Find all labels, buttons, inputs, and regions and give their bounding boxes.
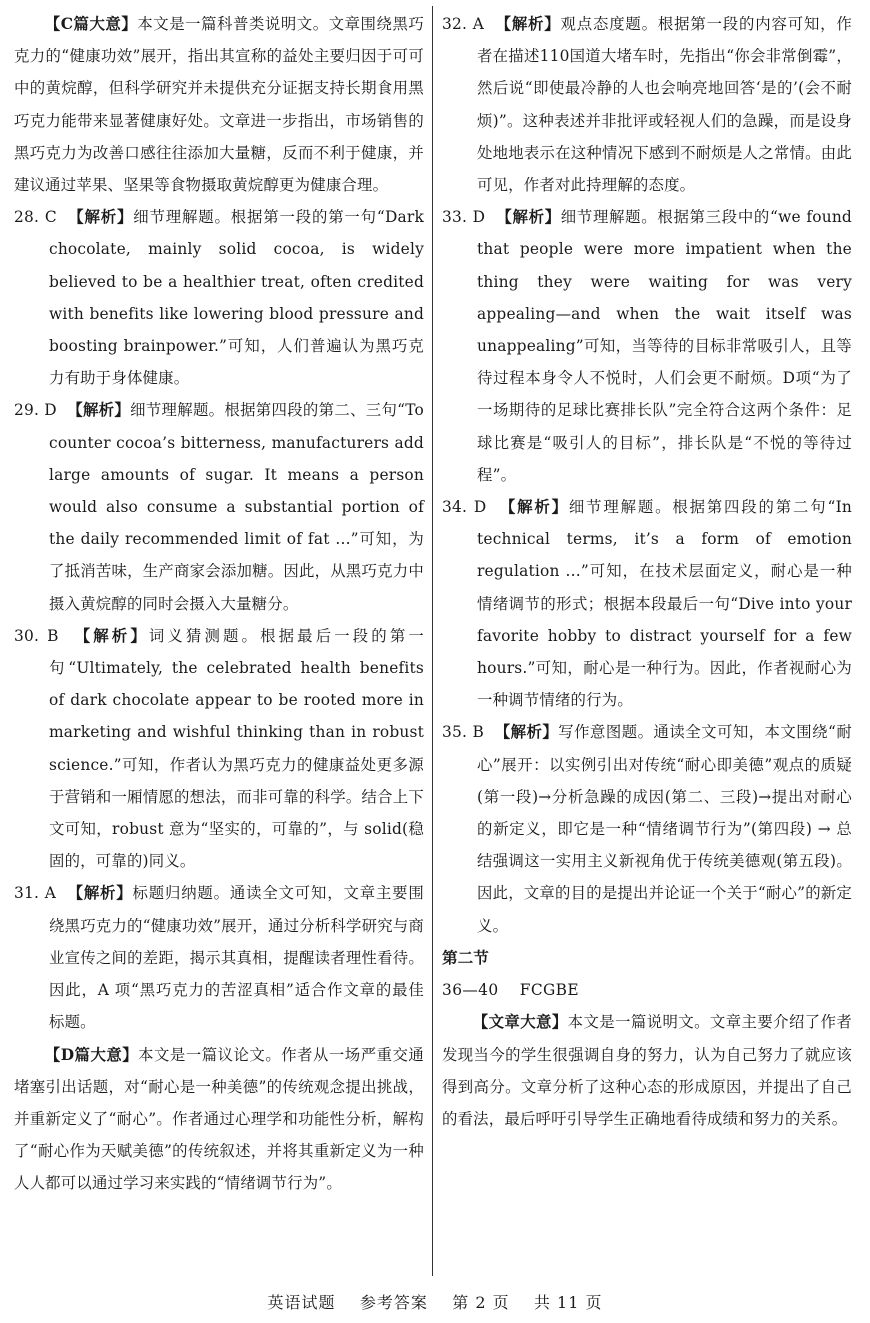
summary-c [14,8,424,201]
answer-34-label: 34. D [442,498,487,517]
answers-range: 36—40 [442,981,499,1000]
right-column [442,8,852,1135]
summary-section2-head: 【文章大意】 [472,1013,568,1032]
answer-35-label: 35. B [442,723,484,742]
footer-doc-type: 参考答案 [359,1293,428,1312]
answer-30 [14,620,424,878]
answer-32-label: 32. A [442,15,485,33]
answer-32 [442,8,852,201]
answer-31-tag: 【解析】 [67,884,133,903]
answer-33-tag: 【解析】 [496,208,561,227]
page-footer [0,1290,870,1313]
answer-34-tag: 【解析】 [499,498,569,517]
answer-33 [442,201,852,491]
answer-28-tag: 【解析】 [68,208,134,227]
answer-28 [14,201,424,394]
answers-36-40 [442,974,852,1006]
answer-31-label: 31. A [14,884,57,903]
summary-d-head: 【D篇大意】 [44,1045,139,1064]
answers-letters: FCGBE [519,981,580,1000]
summary-section2-body: 本文是一篇说明文。文章主要介绍了作者发现当今的学生很强调自身的努力，认为自己努力了就应该得到高分。文章分析了这种心态的形成原因，并提出了自己的看法，最后呼吁引导学生正确地看待成绩和努力的关系。 [442,1013,852,1128]
answer-29 [14,394,424,619]
answer-32-tag: 【解析】 [495,15,561,33]
summary-c-head: 【C篇大意】 [44,15,138,33]
answer-30-body: 词义猜测题。根据最后一段的第一句“Ultimately, the celebrated health benefits of dark chocolate appear to be rooted more in marketing and wishful thinking than in robust science.”可知，作者认为黑巧克力的健康益处更多源于营销和一厢情愿的想法，而非可靠的科学。结合上下文可知，robust 意为“坚实的，可靠的”，与 solid(稳固的，可靠的)同义。 [49,626,424,871]
answer-35-tag: 【解析】 [494,723,559,742]
answer-35-body: 写作意图题。通读全文可知，本文围绕“耐心”展开：以实例引出对传统“耐心即美德”观点的质疑(第一段)→分析急躁的成因(第二、三段)→提出对耐心的新定义，即它是一种“情绪调节行为”(第四段) → 总结强调这一实用主义新视角优于传统美德观(第五段)。因此，文章的目的是提出并论证一个关于“耐心”的新定义。 [477,723,852,935]
answer-30-label: 30. B [14,626,59,645]
answer-28-label: 28. C [14,208,57,227]
answer-33-body: 细节理解题。根据第三段中的“we found that people were more impatient when the thing they were waiting for was very appealing—and when the wait itself was unappealing”可知，当等待的目标非常吸引人，且等待过程本身令人不悦时，人们会更不耐烦。D项“为了一场期待的足球比赛排长队”完全符合这两个条件：足球比赛是“吸引人的目标”，排长队是“不悦的等待过程”。 [477,208,852,484]
column-divider [432,6,433,1276]
section-title: 第二节 [442,947,489,967]
answer-34-body: 细节理解题。根据第四段的第二句“In technical terms, it’s a form of emotion regulation ...”可知，在技术层面定义，耐心是一种情绪调节的形式；根据本段最后一句“Dive into your favorite hobby to distract yourself for a few hours.”可知，耐心是一种行为。因此，作者视耐心为一种调节情绪的行为。 [477,498,852,710]
answer-34 [442,491,852,716]
left-column [14,8,424,1200]
summary-c-body: 本文是一篇科普类说明文。文章围绕黑巧克力的“健康功效”展开，指出其宣称的益处主要归因于可可中的黄烷醇，但科学研究并未提供充分证据支持长期食用黑巧克力能带来显著健康好处。文章进一步指出，市场销售的黑巧克力为改善口感往往添加大量糖，反而不利于健康，并建议通过苹果、坚果等食物摄取黄烷醇更为健康合理。 [14,15,424,195]
answer-33-label: 33. D [442,208,486,227]
answer-35 [442,716,852,941]
answer-30-tag: 【解析】 [74,626,149,645]
footer-page: 第 2 页 [452,1293,510,1312]
footer-subject: 英语试题 [267,1293,336,1312]
answer-29-tag: 【解析】 [67,401,131,420]
summary-section2 [442,1006,852,1135]
footer-total: 共 11 页 [533,1293,603,1312]
answer-28-body: 细节理解题。根据第一段的第一句“Dark chocolate, mainly solid cocoa, is widely believed to be a healthier treat, often credited with benefits like lowering blood pressure and boosting brainpower.”可知，人们普遍认为黑巧克力有助于身体健康。 [49,208,424,388]
answer-32-body: 观点态度题。根据第一段的内容可知，作者在描述110国道大堵车时，先指出“你会非常倒霉”，然后说“即使最冷静的人也会响亮地回答‘是的’(会不耐烦)”。这种表述并非批评或轻视人们的急躁，而是设身处地地表示在这种情况下感到不耐烦是人之常情。由此可见，作者对此持理解的态度。 [477,15,852,195]
answer-29-body: 细节理解题。根据第四段的第二、三句“To counter cocoa’s bitterness, manufacturers add large amounts of sugar. It means a person would also consume a substantial portion of the daily recommended limit of fat ...”可知，为了抵消苦味，生产商家会添加糖。因此，从黑巧克力中摄入黄烷醇的同时会摄入大量糖分。 [49,401,424,613]
summary-d [14,1039,424,1200]
answer-31-body: 标题归纳题。通读全文可知，文章主要围绕黑巧克力的“健康功效”展开，通过分析科学研究与商业宣传之间的差距，揭示其真相，提醒读者理性看待。因此，A 项“黑巧克力的苦涩真相”适合作文章的最佳标题。 [49,884,424,1032]
answer-29-label: 29. D [14,401,57,420]
answer-31 [14,877,424,1038]
summary-d-body: 本文是一篇议论文。作者从一场严重交通堵塞引出话题，对“耐心是一种美德”的传统观念提出挑战，并重新定义了“耐心”。作者通过心理学和功能性分析，解构了“耐心作为天赋美德”的传统叙述，并将其重新定义为一种人人都可以通过学习来实践的“情绪调节行为”。 [14,1045,424,1193]
